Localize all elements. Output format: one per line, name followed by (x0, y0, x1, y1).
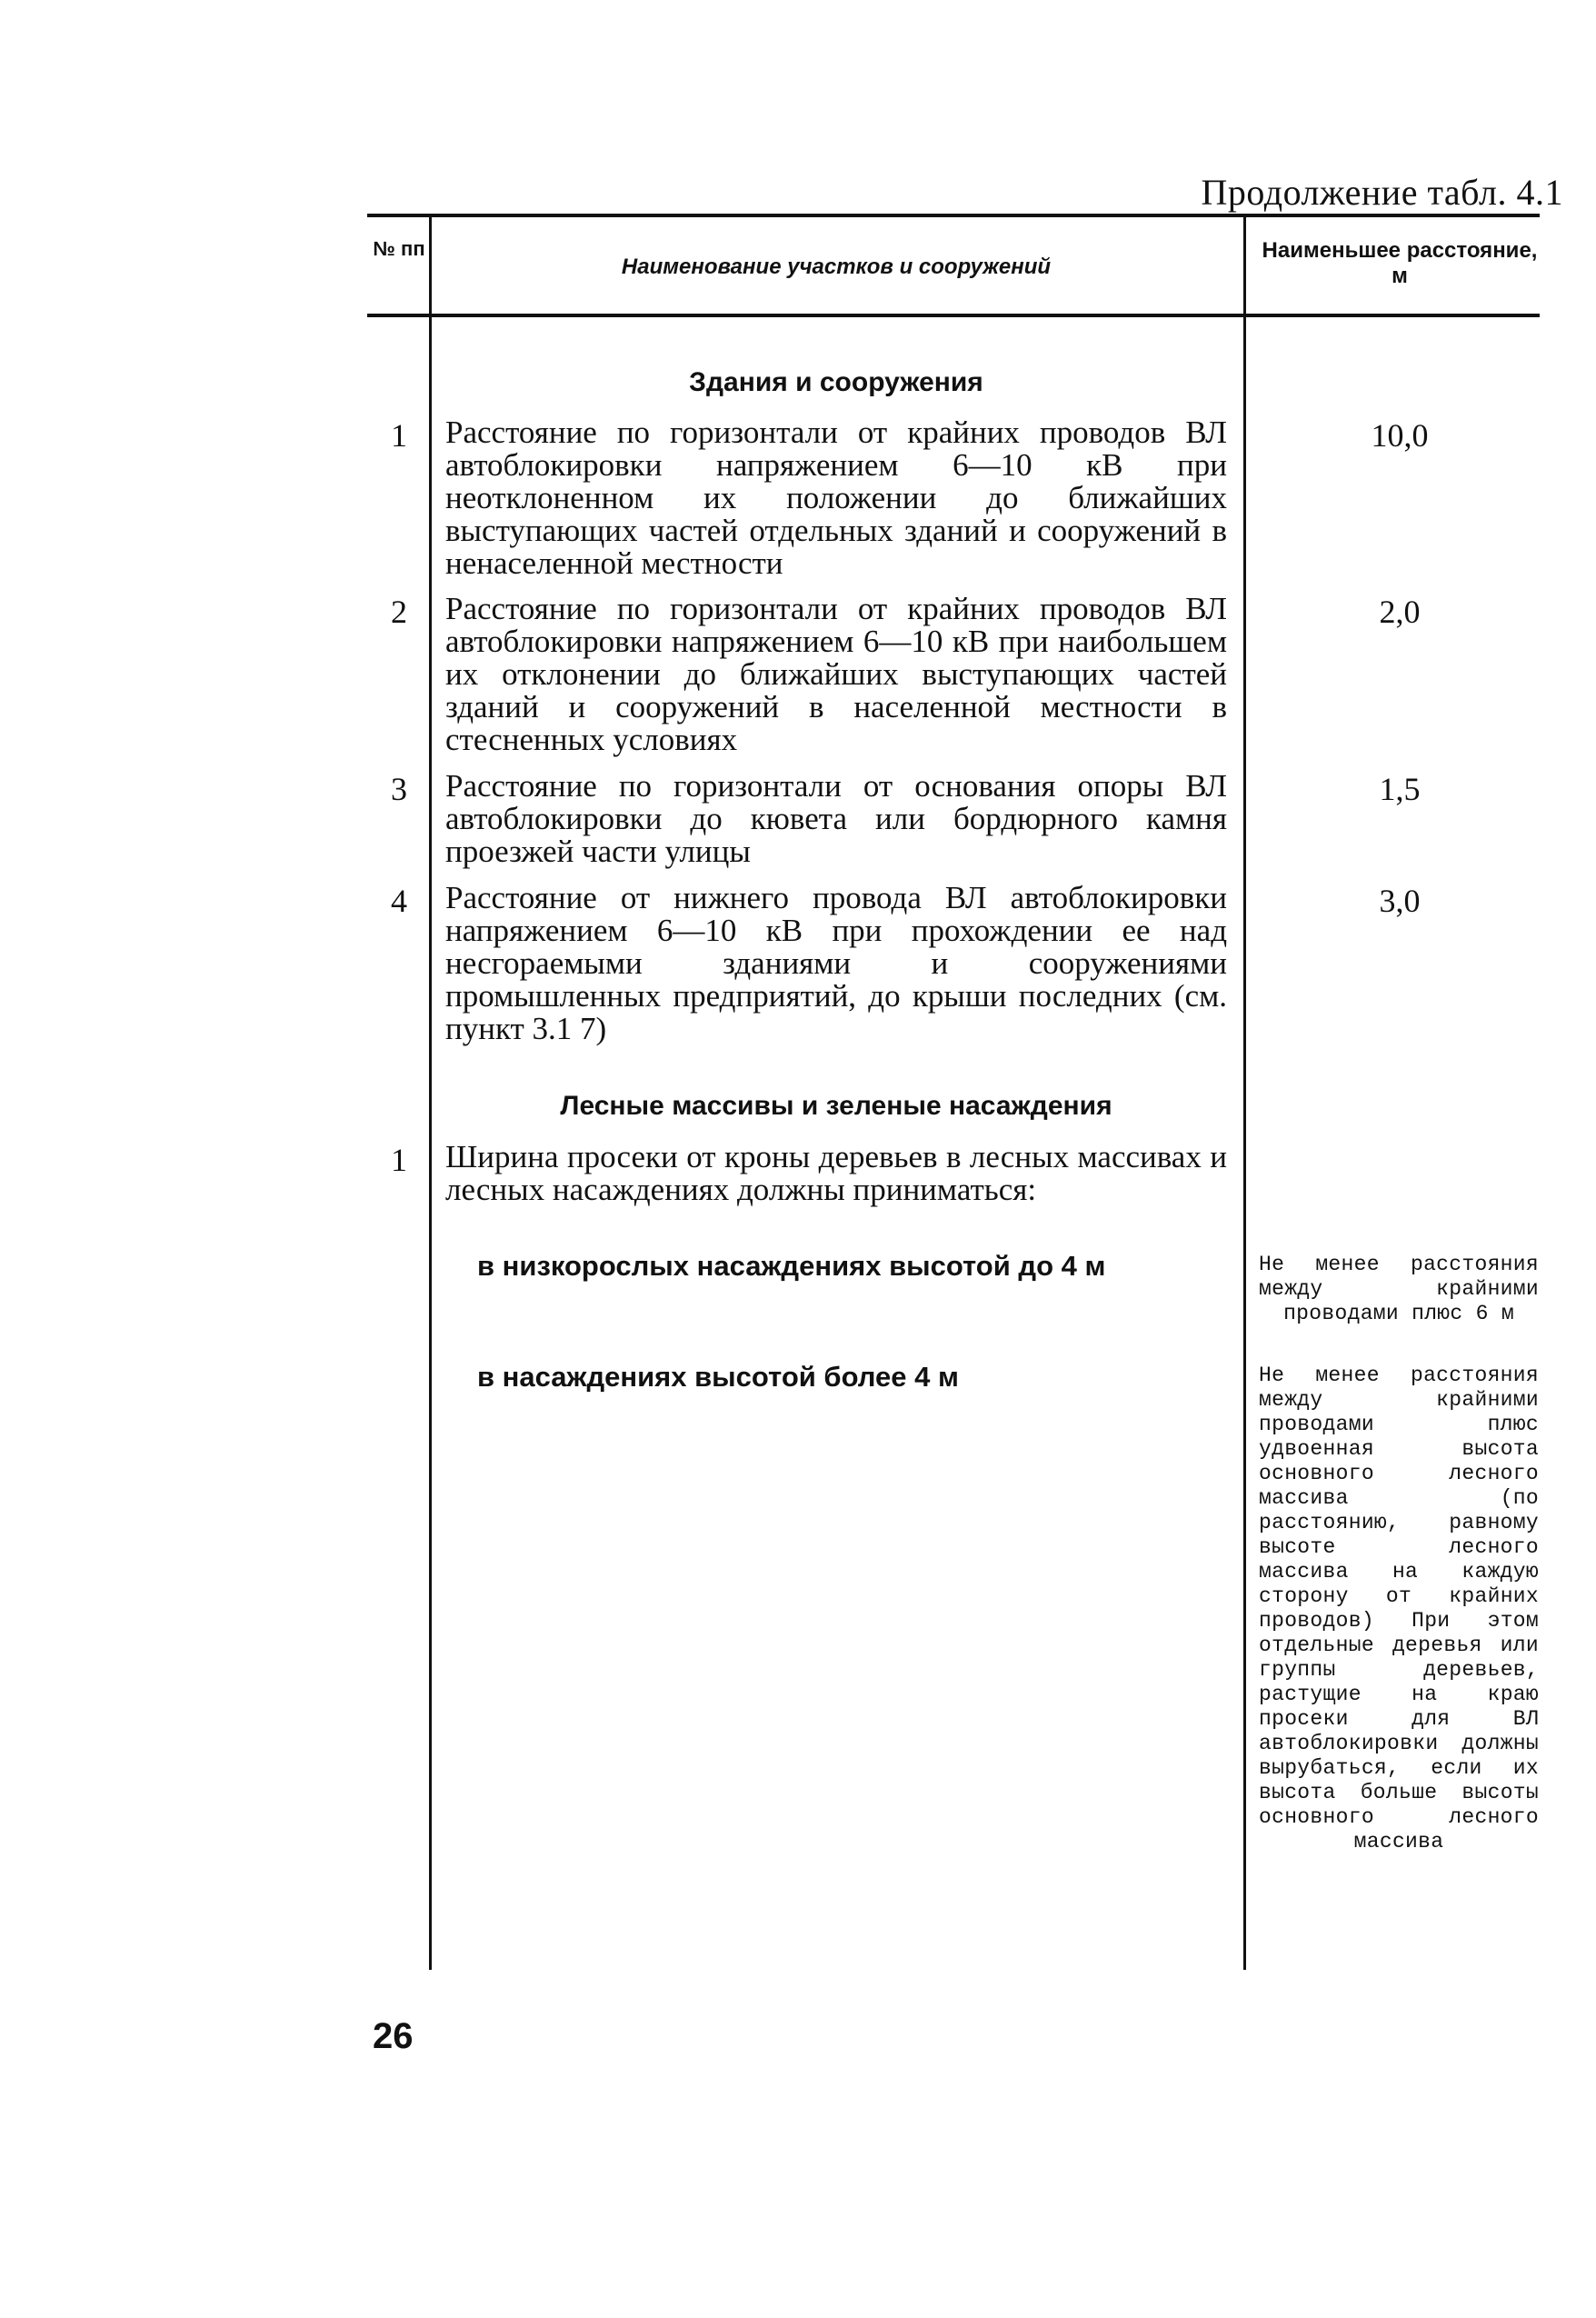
row-number: 4 (391, 883, 407, 919)
section-title: Здания и сооружения (689, 367, 983, 397)
header-bottom-rule (367, 314, 1540, 317)
header-distance: Наименьшее расстояние, м (1262, 238, 1538, 288)
row-number: 1 (391, 417, 407, 454)
table-top-rule (367, 214, 1540, 217)
header-number: № пп (373, 237, 425, 260)
column-divider-left (429, 215, 432, 1970)
subrow-value: Не менее расстояния между крайними проводами плюс удвоенная высота основного лесного массива (по расстоянию, равному высоте лесного массива на каждую сторону от крайних проводов) При этом отдельные деревья или группы деревьев, растущие на краю просеки для ВЛ автоблокировки должны вырубаться, если их высота больше высоты основного лесного массива (1259, 1364, 1539, 1853)
row-text: Ширина просеки от кроны деревьев в лесных массивах и лесных насаждениях должны приниматься: (445, 1139, 1227, 1207)
row-text: Расстояние по горизонтали от основания опоры ВЛ автоблокировки до кювета или бордюрного камня проезжей части улицы (445, 768, 1227, 869)
subrow-value: Не менее расстояния между крайними проводами плюс 6 м (1259, 1253, 1539, 1325)
subrow-text: в низкорослых насаждениях высотой до 4 м (477, 1250, 1106, 1282)
row-text: Расстояние от нижнего провода ВЛ автоблокировки напряжением 6—10 кВ при прохождении ее над несгораемыми зданиями и сооружениями промышленных предприятий, до крыши последних (см. пункт 3.1 7) (445, 880, 1227, 1046)
table-caption: Продолжение табл. 4.1 (1201, 172, 1563, 213)
row-text: Расстояние по горизонтали от крайних проводов ВЛ автоблокировки напряжением 6—10 кВ при наибольшем их отклонении до ближайших выступающих частей зданий и сооружений в населенной местности в стесненных условиях (445, 591, 1227, 757)
row-value: 2,0 (1379, 594, 1421, 630)
row-number: 1 (391, 1142, 407, 1178)
subrow-text: в насаждениях высотой более 4 м (477, 1361, 959, 1393)
header-name: Наименование участков и сооружений (621, 255, 1052, 279)
row-text: Расстояние по горизонтали от крайних проводов ВЛ автоблокировки напряжением 6—10 кВ при неотклоненном их положении до ближайших выступающих частей отдельных зданий и сооружений в ненаселенной местности (445, 415, 1227, 581)
row-number: 3 (391, 771, 407, 807)
page-number: 26 (373, 2016, 414, 2056)
row-value: 3,0 (1379, 883, 1421, 919)
row-value: 1,5 (1379, 771, 1421, 807)
row-value: 10,0 (1371, 417, 1429, 454)
column-divider-right (1243, 215, 1246, 1970)
section-title: Лесные массивы и зеленые насаждения (560, 1091, 1112, 1121)
row-number: 2 (391, 594, 407, 630)
